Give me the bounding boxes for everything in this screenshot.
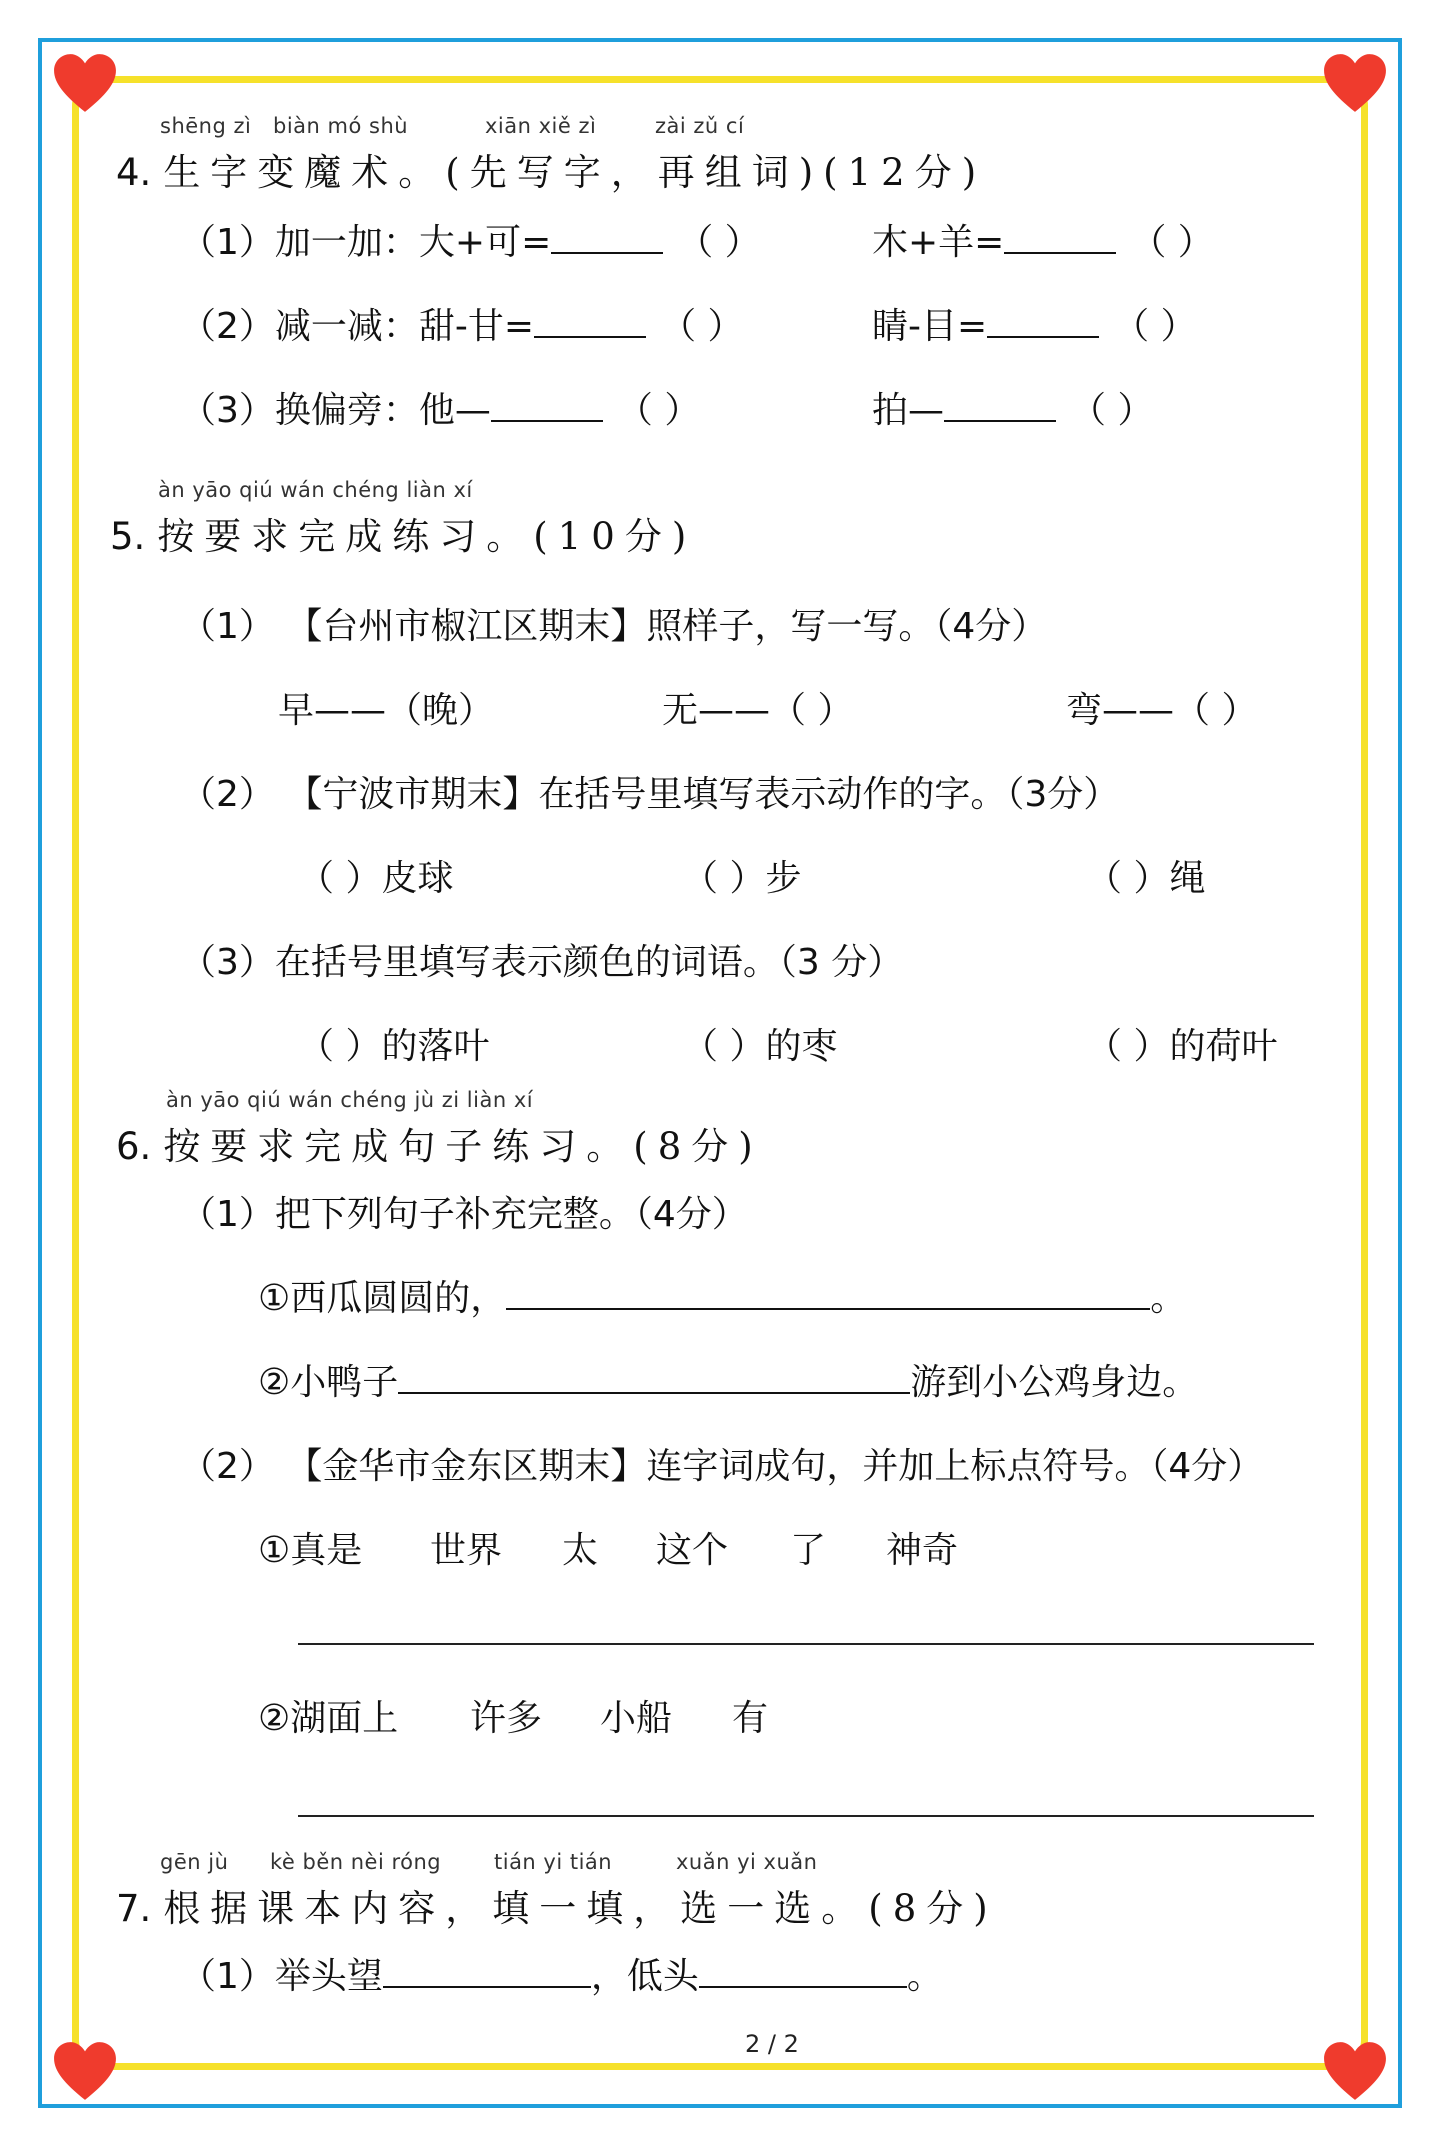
q5-p2-item-2[interactable]: （ ）步 (682, 858, 802, 899)
q6-word-1-4: 这个 (656, 1530, 729, 1571)
q6-s2-text: ②小鸭子 (258, 1362, 399, 1403)
q6-word-1-2: 世界 (430, 1530, 503, 1571)
answer-blank[interactable] (383, 1956, 591, 1988)
q4-title: 生字变魔术。(先写字，再组词)(12分) (163, 151, 987, 194)
heart-icon (52, 52, 118, 114)
q7-pinyin-4: xuǎn yi xuǎn (676, 1850, 818, 1874)
answer-blank[interactable] (944, 390, 1056, 422)
q4-pinyin-2: biàn mó shù (273, 114, 409, 138)
q6-part1: （1）把下列句子补充完整。（4分） (180, 1194, 748, 1235)
q4-pinyin-1: shēng zì (160, 114, 252, 138)
q6-pinyin: àn yāo qiú wán chéng jù zi liàn xí (166, 1088, 534, 1112)
q6-s1-end: 。 (1150, 1278, 1187, 1319)
q4-row-1-right (872, 214, 1214, 265)
q6-word-1-5: 了 (790, 1530, 827, 1571)
q5-p2-item-1[interactable]: （ ）皮球 (298, 858, 454, 899)
answer-blank[interactable] (491, 390, 603, 422)
q4-pinyin-4: zài zǔ cí (655, 114, 745, 138)
q6-number: 6. (116, 1125, 152, 1168)
q7-pinyin-2: kè běn nèi róng (270, 1850, 442, 1874)
q4-row-3 (180, 382, 700, 433)
q7-p1-text: （1）举头望 (180, 1956, 383, 1997)
q5-p3-item-2[interactable]: （ ）的枣 (682, 1026, 838, 1067)
q6-part2: （2） 【金华市金东区期末】连字词成句，并加上标点符号。（4分） (180, 1446, 1264, 1487)
q6-word-2-1: ②湖面上 (258, 1698, 399, 1739)
q5-p3-item-1[interactable]: （ ）的落叶 (298, 1026, 490, 1067)
q4-number: 4. (116, 151, 152, 194)
q4-pinyin-3: xiān xiě zì (485, 114, 597, 138)
answer-blank[interactable] (699, 1956, 907, 1988)
q7-number: 7. (116, 1887, 152, 1930)
q4-row3-left: （3）换偏旁：他— (180, 390, 491, 431)
q6-sentence-2 (258, 1354, 1198, 1405)
q4-row-2 (180, 298, 744, 349)
q5-title: 按要求完成练习。(10分) (157, 515, 697, 558)
answer-paren[interactable]: （ ） (1113, 306, 1197, 347)
q4-row2-left: （2）减一减：甜-甘= (180, 306, 535, 347)
q6-word-2-4: 有 (732, 1698, 769, 1739)
q6-title: 按要求完成句子练习。(8分) (163, 1125, 763, 1168)
q5-p1-item-3[interactable]: 弯——（ ） (1066, 690, 1258, 731)
q6-heading (116, 1116, 763, 1170)
answer-blank[interactable] (398, 1362, 910, 1394)
q5-p1-item-2[interactable]: 无——（ ） (662, 690, 854, 731)
q4-row-1 (180, 214, 761, 265)
q4-row2-right: 睛-目= (872, 306, 988, 347)
q6-word-1-3: 太 (562, 1530, 599, 1571)
q4-row1-left: （1）加一加：大+可= (180, 222, 552, 263)
q4-row1-right: 木+羊= (872, 222, 1005, 263)
q4-heading (116, 142, 986, 196)
q6-word-2-2: 许多 (470, 1698, 543, 1739)
q6-s2-end: 游到小公鸡身边。 (910, 1362, 1199, 1403)
q6-word-2-3: 小船 (600, 1698, 673, 1739)
answer-line[interactable] (298, 1815, 1314, 1817)
q6-word-1-1: ①真是 (258, 1530, 363, 1571)
answer-blank[interactable] (1004, 222, 1116, 254)
q7-heading (116, 1878, 998, 1932)
q7-title: 根据课本内容，填一填，选一选。(8分) (163, 1887, 998, 1930)
q6-sentence-1 (258, 1270, 1186, 1321)
answer-blank[interactable] (534, 306, 646, 338)
page-number: 2 / 2 (745, 2030, 799, 2058)
answer-paren[interactable]: （ ） (677, 222, 761, 263)
q7-p1-end: 。 (906, 1956, 943, 1997)
q5-p2-item-3[interactable]: （ ）绳 (1086, 858, 1206, 899)
q7-pinyin-1: gēn jù (160, 1850, 229, 1874)
q4-row-3-right (872, 382, 1153, 433)
q6-word-1-6: 神奇 (886, 1530, 959, 1571)
q7-pinyin-3: tián yi tián (494, 1850, 613, 1874)
answer-paren[interactable]: （ ） (616, 390, 701, 431)
q5-heading (110, 506, 696, 560)
q5-part3: （3）在括号里填写表示颜色的词语。（3 分） (180, 942, 904, 983)
q6-s1-text: ①西瓜圆圆的， (258, 1278, 507, 1319)
heart-icon (1322, 52, 1388, 114)
answer-line[interactable] (298, 1643, 1314, 1645)
q5-part2: （2） 【宁波市期末】在括号里填写表示动作的字。（3分） (180, 774, 1120, 815)
q5-p1-item-1: 早——（晚） (278, 690, 495, 731)
q5-number: 5. (110, 515, 146, 558)
inner-yellow-border (72, 76, 1368, 2070)
q5-part1: （1） 【台州市椒江区期末】照样子，写一写。（4分） (180, 606, 1048, 647)
answer-paren[interactable]: （ ） (1130, 222, 1214, 263)
q5-pinyin: àn yāo qiú wán chéng liàn xí (158, 478, 473, 502)
answer-paren[interactable]: （ ） (1070, 390, 1154, 431)
q5-p3-item-3[interactable]: （ ）的荷叶 (1086, 1026, 1278, 1067)
heart-icon (52, 2040, 118, 2102)
answer-blank[interactable] (987, 306, 1099, 338)
answer-blank[interactable] (551, 222, 663, 254)
q7-part1 (180, 1948, 943, 1999)
answer-blank[interactable] (506, 1278, 1150, 1310)
q4-row3-right: 拍— (872, 390, 945, 431)
answer-paren[interactable]: （ ） (660, 306, 744, 347)
heart-icon (1322, 2040, 1388, 2102)
q7-p1-mid: ，低头 (590, 1956, 699, 1997)
q4-row-2-right (872, 298, 1197, 349)
